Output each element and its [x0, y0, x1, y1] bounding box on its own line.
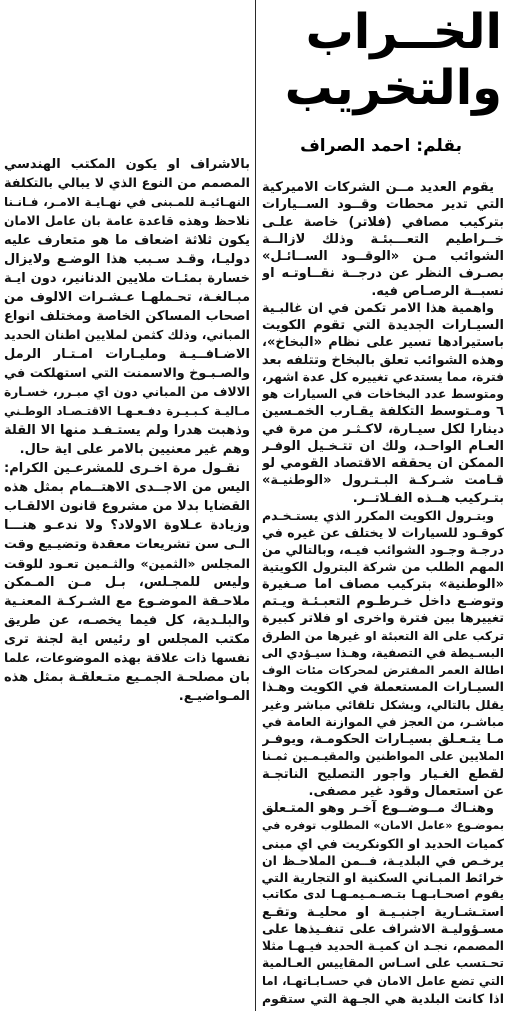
article-line: بالاشراف او يكون المكتب الهندسي: [4, 157, 250, 172]
article-line: خرائط المبـاني السكنية او التجارية التي: [262, 870, 504, 885]
article-line: ٦ ومـتوسط التكلفة يقـارب الخمـسين: [262, 404, 504, 420]
article-line: مباشـر، من العجز في الموازنة العامة في: [262, 714, 504, 729]
article-line: اليس من الاجــدى الاهتــمام بمثل هذه: [4, 480, 250, 495]
article-paragraph: [4, 459, 250, 706]
article-line: وليس للمجـلس، بـل مـن المـمكن: [4, 575, 250, 590]
article-line: والبلـدية، كل فيما يخصـه، عن طريق: [4, 613, 250, 628]
article-line: التي تضع عامل الامان في حسـابـاتهـا، اما: [262, 973, 504, 988]
article-line: المصمم، نجـد ان كميـة الحديد فيـهـا مثلا: [262, 939, 504, 953]
article-line: المهم الطلب من شركة البترول الكويتية: [262, 559, 504, 574]
article-line: البسـيطة في التصفية، وهـذا سيـؤدي الى: [262, 645, 504, 660]
article-line: نقـول مرة اخـرى للمشرعـين الكرام:: [4, 461, 240, 476]
article-line: دينارا لكل سيـارة، لاكـثـر من مرة في: [262, 421, 504, 437]
article-line: اصحاب المساكن الخاصة ومختلف انواع: [4, 309, 250, 324]
article-line: اطالة العمر المفترض لمحركات مئات الوف: [262, 663, 504, 677]
article-line: مكتب المجلس او رئيس اية لجنة ترى: [4, 632, 250, 647]
article-line: الـى سن تشريعات معقدة وتضيـيع وقت: [4, 537, 250, 552]
article-line: النهـائيـة للمـبنى في نهـايـة الامـر، فـانـنا: [4, 195, 250, 209]
article-line: درجـة وجـود الشوائب فيـه، وبالتالي من: [262, 542, 504, 558]
article-line: تحـتسب على اسـاس المقاييس العـالمية: [262, 956, 504, 971]
article-line: بتركيب مصافي (فلاتر) خاصة علـى: [262, 214, 504, 230]
article-line: مـا يتـعـلق بسيـارات الحكومـة، ويوفـر: [262, 732, 504, 747]
article-line: باستيرادها تسير على نظام «البخاخ»،: [262, 335, 504, 351]
article-line: المصمم من النوع الذي لا يبالي بالتكلفة: [4, 176, 250, 191]
article-line: المـواضيـع.: [178, 689, 250, 704]
article-line: وزيادة عـلاوة الاولاد؟ ولا ندعـو هنـــا: [4, 518, 250, 533]
article-paragraph: [262, 507, 504, 800]
article-line: بتـركيب هــذه الفـلاتــر.: [352, 490, 504, 506]
article-line: نفسها ذات علاقة بهذه الموضوعات، علما: [4, 651, 250, 665]
article-line: نلاحظ وهذه قاعدة عامة بان عامل الامان: [4, 214, 250, 228]
article-line: الالاف من المباني دون اي مبـرر، خسـارة: [4, 385, 250, 399]
article-line: نسبــة الرصـاص فيه.: [371, 283, 504, 299]
article-line: خسارة بمئـات ملايين الدنانير، دون ايـة: [4, 271, 250, 286]
article-line: واهمية هذا الامر تكمن في ان غالبـية: [262, 300, 494, 316]
article-line: الشوائب مـن «الوقــود الســائـل»: [262, 249, 504, 264]
article-line: لقطع الغـيار واجور التصليح الناتجـة: [262, 766, 504, 782]
article-line: اذا كانت البلدية هي الجـهة التي ستقوم: [262, 990, 504, 1006]
article-byline: بقلم: احمد الصراف: [300, 136, 462, 156]
article-line: بموضـوع «عامل الامان» المطلوب توفره في: [262, 819, 504, 833]
article-paragraph: [4, 155, 250, 459]
article-line: مبـالغـة، تحـملهـا عـشـرات الالوف من: [4, 290, 250, 305]
article-line: دوليـا، وقـد سـبب هذا الوضـع ولايزال: [4, 252, 250, 267]
article-line: يكون ثلاثة اضعاف ما هو متعارف عليه: [4, 233, 250, 248]
article-line: وذهبت هدرا ولم يستـفـد منها الا القلة: [4, 423, 250, 438]
article-line: الممكن ان يحققه الاقتصاد القومي لو: [262, 456, 504, 471]
article-line: ملاحـقة الموضـوع مع الشـركـة المعنـية: [4, 594, 250, 609]
article-line: السيـارات المستعملة في الكويت وهـذا: [262, 680, 504, 696]
column-divider: [255, 0, 256, 1011]
article-title-line: الخــراب: [305, 4, 502, 60]
article-line: تغييرها بين فترة واخرى او فلاتر كبيرة: [262, 611, 504, 627]
article-line: فترة، مما يستدعي تغييره كل عدة اشهر،: [262, 369, 504, 384]
article-paragraph: [262, 800, 504, 1007]
article-line: المجلس «الثمين» والثـمين تعـود للوقت: [4, 556, 250, 571]
article-line: الملايين على المواطنين والمقيـمـين ثمـنا: [262, 749, 504, 764]
article-line: يقلل بالتالي، وبشكل تلقائي مباشر وغير: [262, 697, 504, 712]
article-line: بصـرف النظر عن درجــة نقــاوتـه او: [262, 266, 504, 282]
article-line: ومتوسط عدد البخاخات في السيارات هو: [262, 387, 504, 401]
article-line: كميات الحديد او الكونكريت في اي مبنى: [262, 835, 504, 851]
article-line: مسـؤوليـة الاشراف على تنفـيذها على: [262, 921, 504, 937]
article-line: قـامت شـركـة البـتـرول «الوطنيـة»: [262, 473, 504, 489]
article-line: وبتـرول الكويت المكرر الذي يستـخـدم: [262, 507, 494, 523]
article-line: خــراطيم التعـــبئـة وذلك لازالــة: [262, 231, 504, 247]
article-title-line: والتخريب: [284, 60, 502, 116]
article-line: السيـارات الجديدة التي تقوم الكويت: [262, 318, 504, 333]
article-line: تركب على الة التعبئة او غيرها من الطرق: [262, 628, 504, 643]
article-line: استـشـارية اجنبـيـة او محليـة وتقـع: [262, 904, 504, 920]
article-paragraph: [262, 300, 504, 507]
article-line: القضايا بدلا من مشروع قانون الالقـاب: [4, 499, 250, 514]
article-line: والصـبـوخ والاسمنت التي استهلكت في: [4, 366, 250, 381]
article-line: يقوم اصحـابـهـا بتـصـمـيمـهـا لدى مكاتب: [262, 887, 504, 902]
article-line: «الوطنية» بتركيب مصاف اما صـغيرة: [262, 576, 504, 592]
article-line: مـاليـة كـبـيـرة دفـعـهـا الاقتـصـاد الوطـني: [4, 404, 250, 418]
article-line: يرخـص في البلديـة، فــمن الملاحـظ ان: [262, 852, 504, 868]
article-line: وهنـاك مــوضــوع آخـر وهو المتـعلق: [262, 801, 494, 816]
article-line: عن استعمال وقود غير مصفى.: [308, 783, 504, 799]
article-line: وهذه الشوائب تعلق بالبخاخ وتتلفه بعد: [262, 352, 504, 368]
article-line: وهم غير معنيين بالامر على اية حال.: [19, 442, 250, 457]
article-line: وتوضـع داخل خـرطـوم التعبـئـة ويـتم: [262, 594, 504, 609]
right-column-body: [262, 179, 504, 1007]
article-line: كوقـود للسيارات لا يختلف عن غيره في: [262, 525, 504, 540]
article-line: التي تدير محطات وقــود الســيارات: [262, 197, 504, 213]
article-title: [260, 4, 502, 116]
article-line: الاضـافــيـة ومليـارات امـتـار الرمل: [4, 347, 250, 362]
article-line: بان مصلحـة الجمـيع متـعلقـة بمثل هذه: [4, 670, 250, 685]
article-line: العـام الواحـد، ولك ان تتـخـيل الوفـر: [262, 438, 504, 454]
article-paragraph: [262, 179, 504, 300]
article-line: يقوم العديد مــن الشركات الاميركية: [262, 180, 494, 195]
left-column-body: [4, 155, 250, 706]
article-line: المباني، وذلك كثمن لملايين اطنان الحديد: [4, 328, 250, 342]
